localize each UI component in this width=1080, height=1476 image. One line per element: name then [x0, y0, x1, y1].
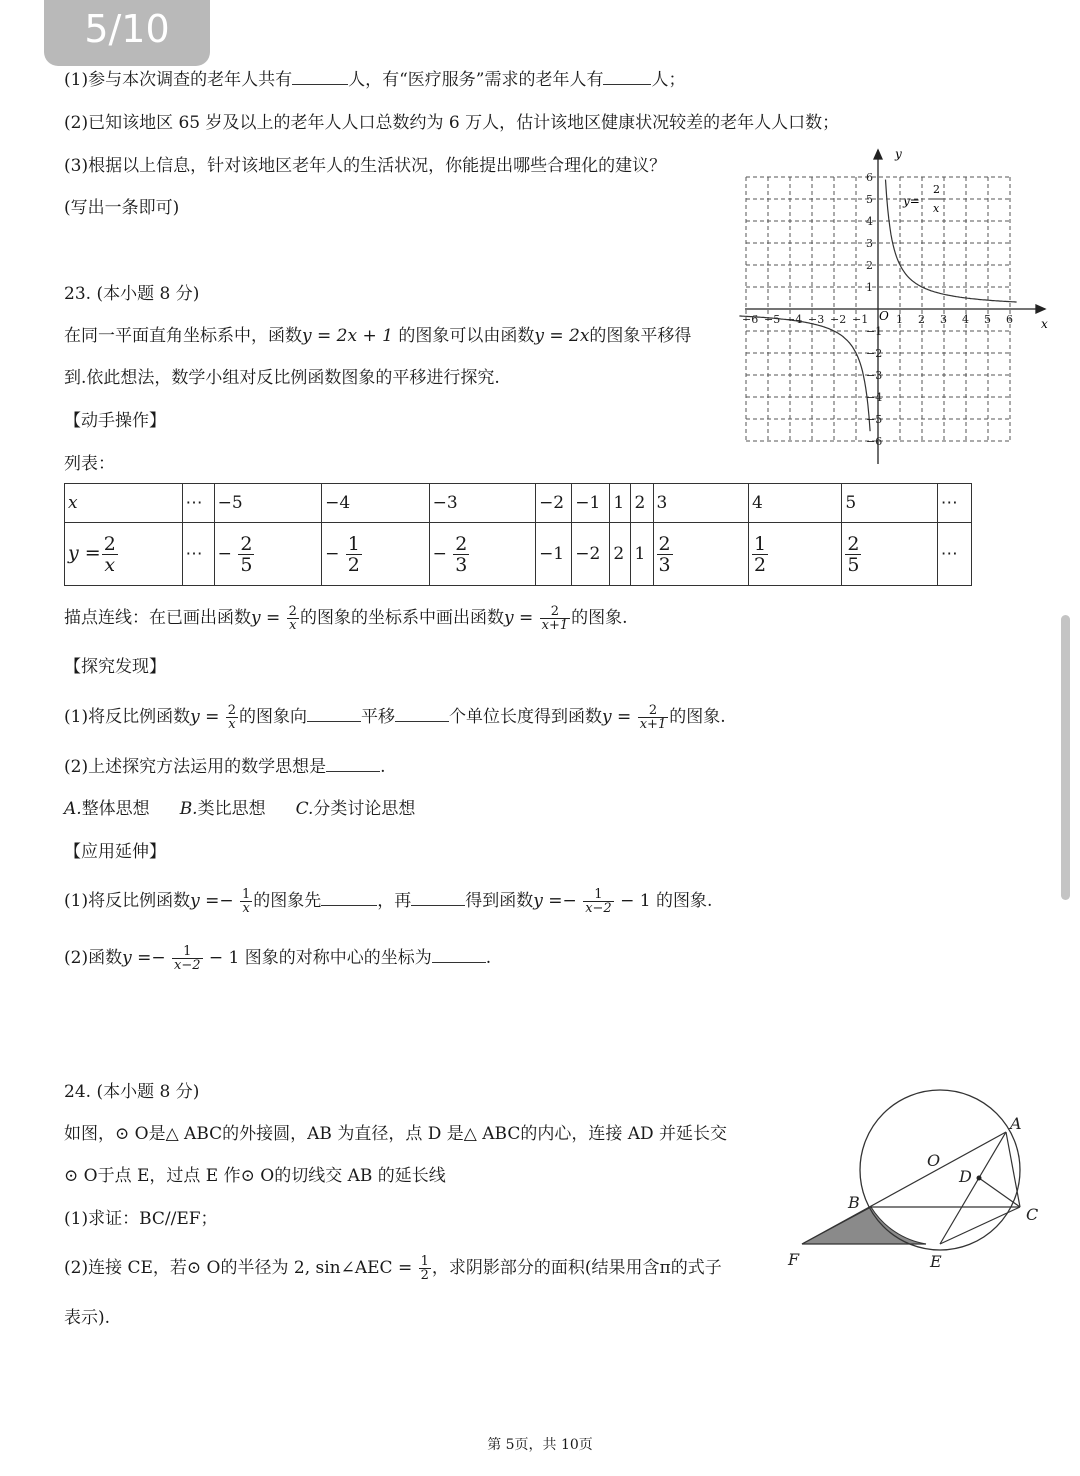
point-C-label: C	[1026, 1205, 1039, 1224]
y-axis-label: y	[895, 147, 902, 161]
table-cell: −3	[429, 484, 535, 523]
q24-part2-cont: 表示).	[64, 1308, 111, 1328]
x-tick-label: 1	[896, 313, 903, 326]
x-tick-label: 4	[962, 313, 969, 326]
coordinate-graph	[742, 146, 1055, 466]
q23-intro-line1: 在同一平面直角坐标系中，函数y = 2x + 1 的图象可以由函数y = 2x的图象平移得	[64, 326, 692, 346]
y-tick-label: 4	[866, 215, 873, 228]
y-header: y = $\frac{2}{x}$	[65, 523, 183, 586]
section-hands-on: 【动手操作】	[64, 411, 166, 431]
x-tick-label: −6	[742, 313, 759, 326]
y-tick-label: 1	[866, 281, 873, 294]
x-tick-label: −4	[786, 313, 803, 326]
q23-title: 23. (本小题 8 分)	[64, 284, 200, 304]
x-tick-label: −2	[830, 313, 847, 326]
table-row-x	[65, 484, 972, 523]
curve-label-den: x	[933, 202, 940, 215]
x-tick-label: 3	[940, 313, 947, 326]
table-cell: 3	[653, 484, 748, 523]
page-footer: 第 5页，共 10页	[487, 1437, 593, 1453]
blur-overlay	[470, 1160, 540, 1188]
y-tick-label: −4	[866, 391, 883, 404]
point-B-label: B	[848, 1193, 860, 1212]
table-cell: − $\frac{2}{5}$	[214, 523, 321, 586]
origin-label: O	[879, 309, 889, 323]
x-tick-label: −3	[808, 313, 825, 326]
x-tick-label: −1	[852, 313, 869, 326]
table-cell: − $\frac{2}{3}$	[429, 523, 535, 586]
table-cell: −1	[536, 523, 572, 586]
section-extension: 【应用延伸】	[64, 842, 166, 862]
point-A-label: A	[1010, 1114, 1022, 1133]
q22-part3: (3)根据以上信息，针对该地区老年人的生活状况，你能提出哪些合理化的建议？	[64, 156, 667, 176]
scrollbar-thumb[interactable]	[1061, 615, 1070, 900]
page-indicator-badge: 5/10	[44, 0, 210, 66]
table-cell: 2	[610, 523, 631, 586]
point-D-label: D	[959, 1167, 972, 1186]
x-axis-label: x	[1041, 317, 1048, 331]
q24-line1: 如图，⊙ O是△ ABC的外接圆，AB 为直径，点 D 是△ ABC的内心，连接 AD 并延长交	[64, 1124, 728, 1144]
x-axis-arrow	[1036, 305, 1045, 313]
y-tick-label: 5	[866, 193, 873, 206]
curve-label: y=	[903, 194, 920, 208]
x-tick-label: 2	[918, 313, 925, 326]
x-header: x	[65, 484, 183, 523]
x-tick-label: 6	[1006, 313, 1013, 326]
table-cell: $\frac{2}{3}$	[653, 523, 748, 586]
y-tick-label: −2	[866, 347, 883, 360]
discovery-options: A.整体思想 B.类比思想 C.分类讨论思想	[64, 799, 416, 819]
extension-part2: (2)函数y =− $\frac{1}{x-2}$ − 1 图象的对称中心的坐标为 .	[64, 944, 492, 973]
table-cell: ⋯	[937, 484, 971, 523]
q24-title: 24. (本小题 8 分)	[64, 1082, 200, 1102]
q22-part1: (1)参与本次调查的老年人共有 人，有“医疗服务”需求的老年人有 人；	[64, 70, 686, 90]
table-cell: −4	[322, 484, 429, 523]
table-cell: ⋯	[182, 523, 214, 586]
table-cell: 5	[842, 484, 937, 523]
list-label: 列表：	[64, 454, 115, 474]
circle-geometry-figure	[780, 1090, 1040, 1280]
table-cell: 2	[631, 484, 653, 523]
table-cell: 1	[610, 484, 631, 523]
table-cell: −2	[536, 484, 572, 523]
extension-part1: (1)将反比例函数y =− $\frac{1}{x}$ 的图象先 ，再 得到函数y =− $\frac{1}{x-2}$ − 1 的图象.	[64, 887, 713, 916]
y-axis-arrow	[874, 150, 882, 159]
table-cell: 4	[748, 484, 841, 523]
table-cell: $\frac{1}{2}$	[748, 523, 841, 586]
table-cell: −1	[572, 484, 610, 523]
y-tick-label: −5	[866, 413, 883, 426]
table-cell: 1	[631, 523, 653, 586]
value-table	[64, 483, 972, 586]
discovery-part1: (1)将反比例函数y = $\frac{2}{x}$ 的图象向 平移 个单位长度得到函数y = $\frac{2}{x+1}$ 的图象.	[64, 703, 726, 732]
q22-part3-note: (写出一条即可)	[64, 198, 180, 218]
table-row-y	[65, 523, 972, 586]
section-discovery: 【探究发现】	[64, 657, 166, 677]
y-tick-label: 6	[866, 171, 873, 184]
x-tick-label: 5	[984, 313, 991, 326]
y-tick-label: −6	[866, 435, 883, 448]
table-cell: −5	[214, 484, 321, 523]
point-F-label: F	[788, 1250, 800, 1269]
table-cell: ⋯	[182, 484, 214, 523]
q24-part2: (2)连接 CE，若⊙ O的半径为 2, sin∠AEC = $\frac{1}{2}$ ，求阴影部分的面积(结果用含π的式子	[64, 1254, 722, 1283]
x-tick-label: −5	[764, 313, 781, 326]
table-cell: −2	[572, 523, 610, 586]
point-E-label: E	[930, 1252, 942, 1271]
curve-label-num: 2	[933, 183, 940, 196]
discovery-part2: (2)上述探究方法运用的数学思想是 .	[64, 757, 386, 777]
y-tick-label: −1	[866, 325, 883, 338]
table-cell: $\frac{2}{5}$	[842, 523, 937, 586]
q24-line2: ⊙ O于点 E，过点 E 作⊙ O的切线交 AB 的延长线	[64, 1166, 446, 1186]
q23-intro-line2: 到.依此想法，数学小组对反比例函数图象的平移进行探究.	[64, 368, 500, 388]
table-cell: − $\frac{1}{2}$	[322, 523, 429, 586]
q24-part1: (1)求证：BC//EF；	[64, 1209, 218, 1229]
point-O-label: O	[927, 1151, 941, 1170]
y-tick-label: 2	[866, 259, 873, 272]
y-tick-label: −3	[866, 369, 883, 382]
plot-instruction: 描点连线：在已画出函数y = $\frac{2}{x}$ 的图象的坐标系中画出函数y = $\frac{2}{x+1}$ 的图象.	[64, 604, 628, 633]
hyperbola-branch-negative	[739, 316, 870, 431]
q22-part2: (2)已知该地区 65 岁及以上的老年人人口总数约为 6 万人，估计该地区健康状况较差的老年人人口数；	[64, 113, 840, 133]
y-tick-label: 3	[866, 237, 873, 250]
shaded-region	[802, 1207, 926, 1244]
table-cell: ⋯	[937, 523, 971, 586]
